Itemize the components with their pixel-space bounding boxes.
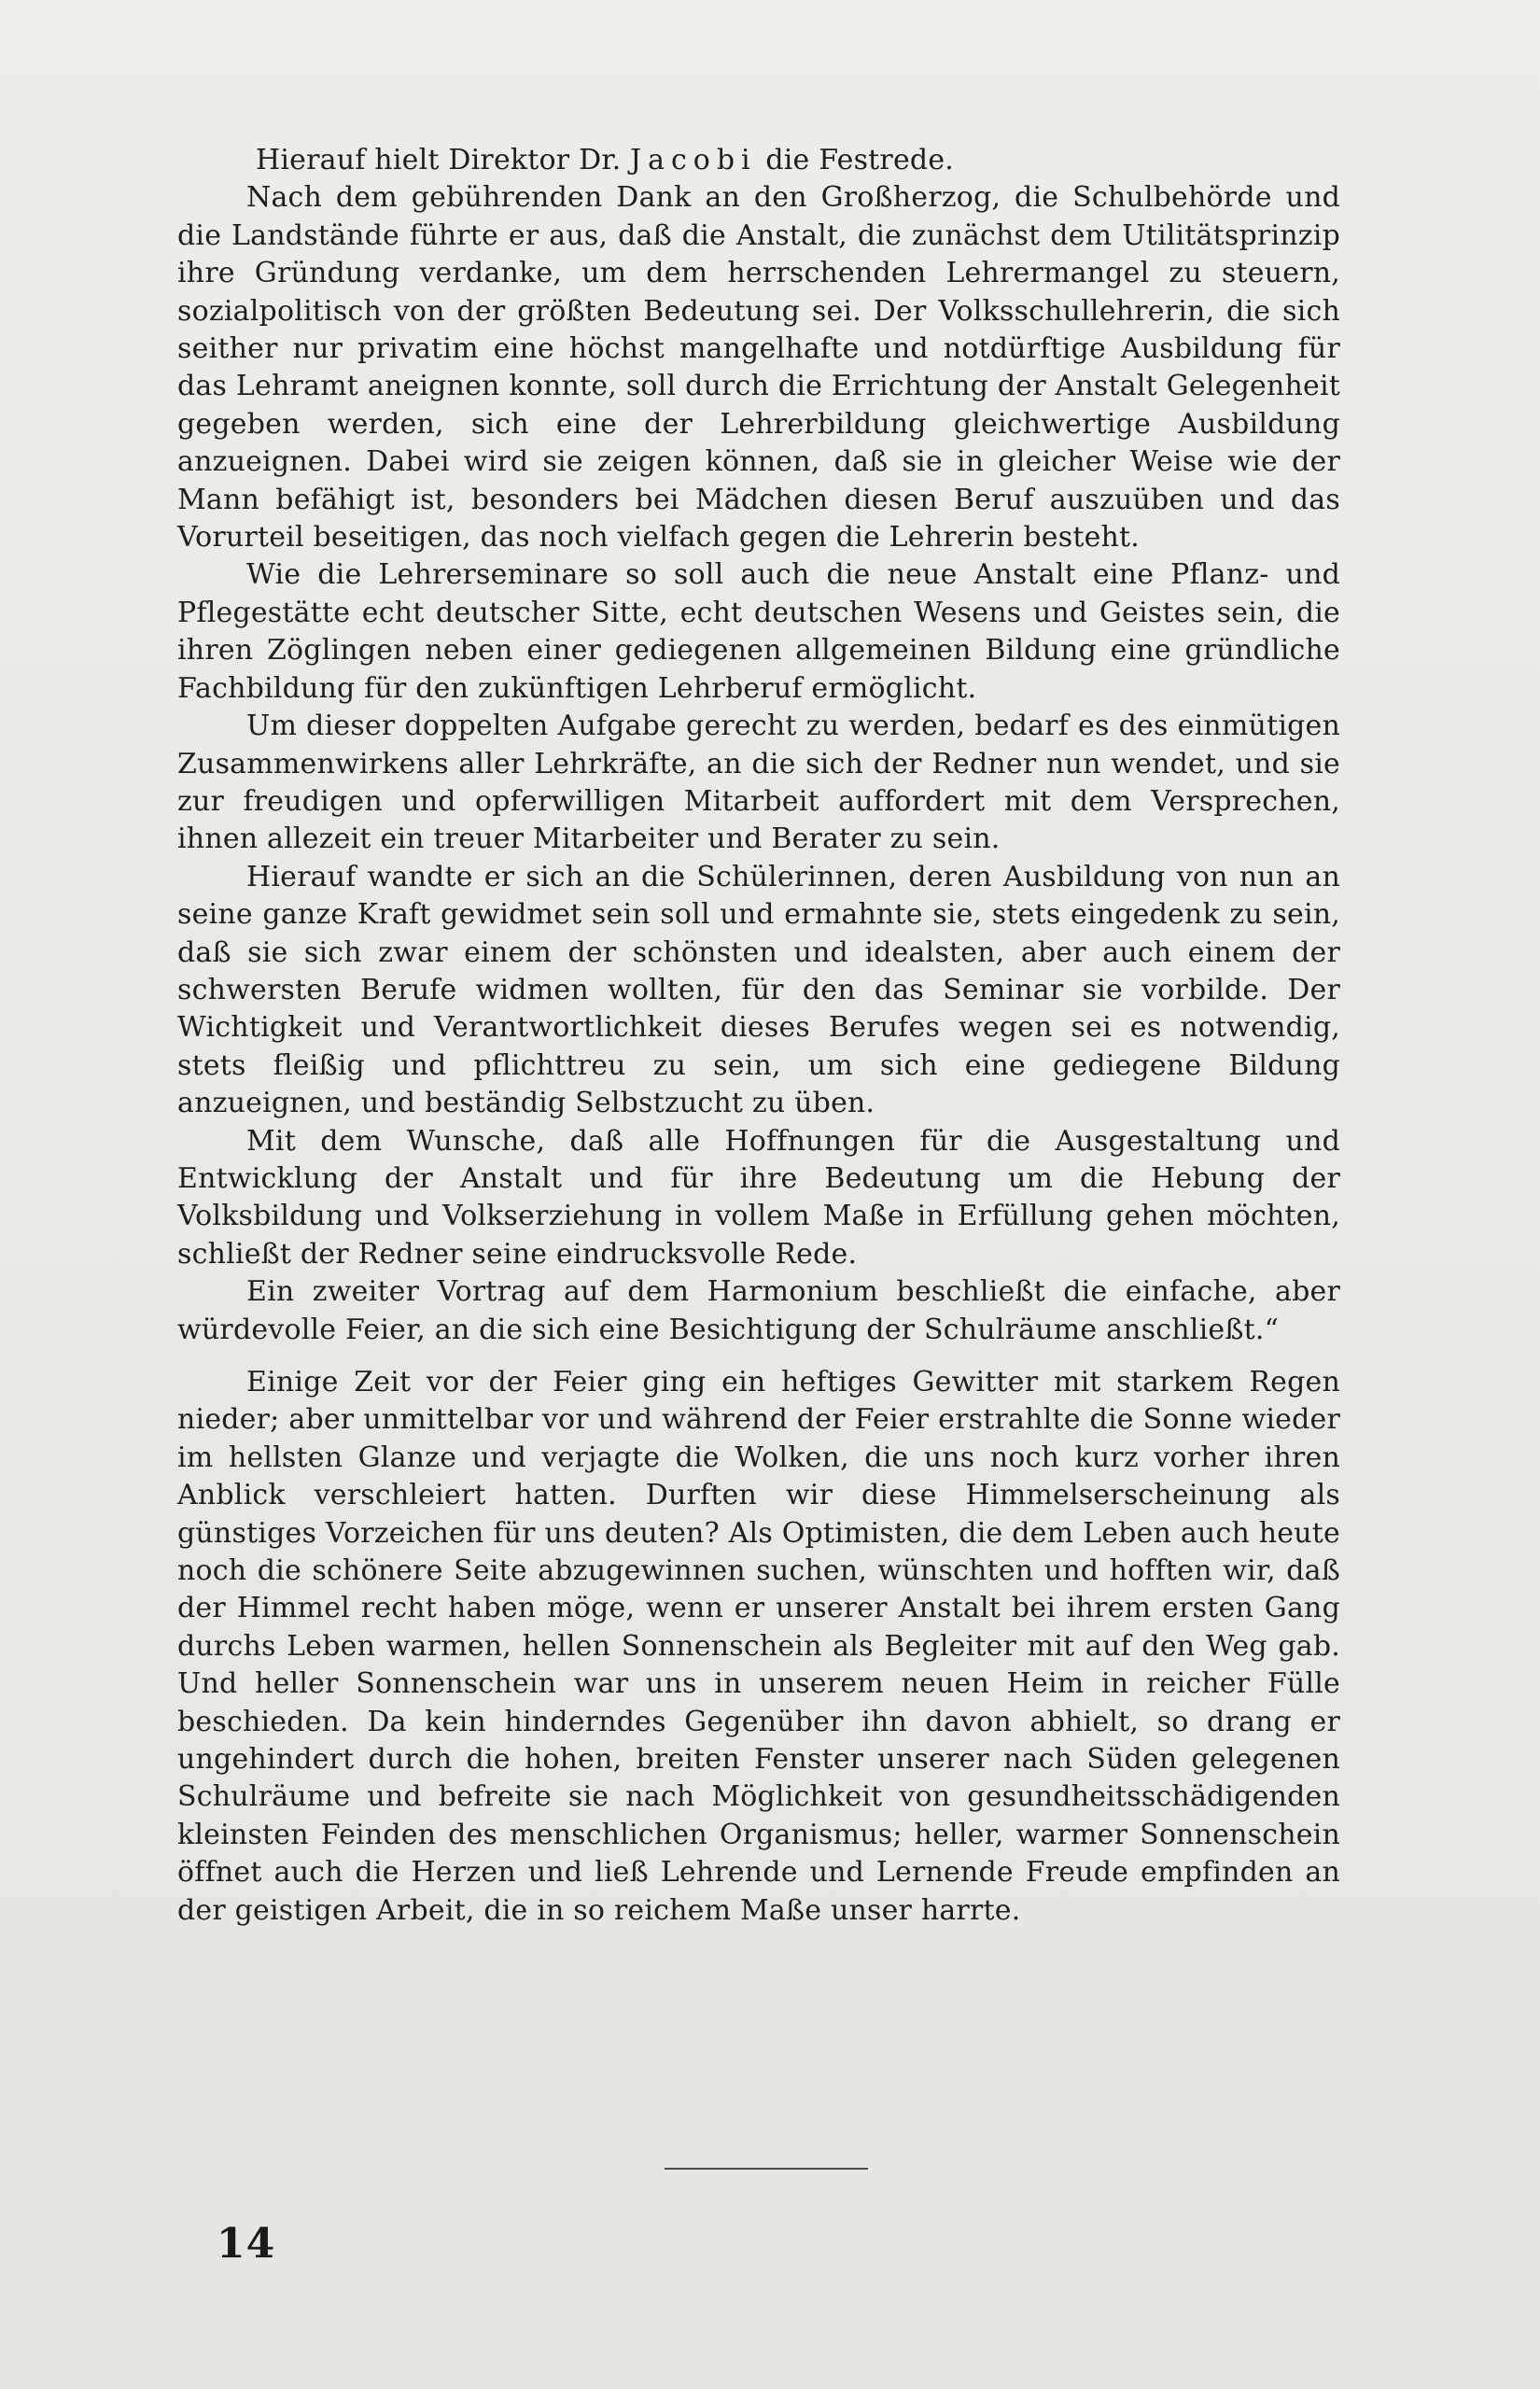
paragraph-schuelerinnen: Hierauf wandte er sich an die Schülerinnen, deren Ausbildung von nun an seine ganze Kraft gewidmet sein soll und ermahnte sie, stets eingedenk zu sein, daß sie sich zwar einem der schönsten und idealsten, aber auch einem der schwersten Berufe widmen wollten, für den das Seminar sie vorbilde. Der Wichtigkeit und Verantwortlichkeit dieses Berufes wegen sei es notwendig, stets fleißig und pflichttreu zu sein, um sich eine gediegene Bildung anzueignen, und beständig Selbstzucht zu üben. [177,860,1340,1120]
page-number: 14 [217,2220,276,2268]
section-gap [177,1349,1340,1364]
paragraph-festrede-intro [177,142,1340,179]
paragraph-aufgabe: Um dieser doppelten Aufgabe gerecht zu werden, bedarf es des einmütigen Zusammenwirkens aller Lehrkräfte, an die sich der Redner nun wendet, und sie zur freudigen und opferwilligen Mitarbeit auffordert mit dem Versprechen, ihnen allezeit ein treuer Mitarbeiter und Berater zu sein. [177,710,1340,856]
paragraph-wunsch: Mit dem Wunsche, daß alle Hoffnungen für die Ausgestaltung und Entwicklung der Anstalt und für ihre Bedeutung um die Hebung der Volksbildung und Volkserziehung in vollem Maße in Erfüllung gehen möchten, schließt der Redner seine eindrucksvolle Rede. [177,1124,1340,1271]
paragraph-gewitter: Einige Zeit vor der Feier ging ein heftiges Gewitter mit starkem Regen nieder; aber unmittelbar vor und während der Feier erstrahlte die Sonne wieder im hellsten Glanze und verjagte die Wolken, die uns noch kurz vorher ihren Anblick verschleiert hatten. Durften wir diese Himmelserscheinung als günstiges Vorzeichen für uns deuten? Als Optimisten, die dem Leben auch heute noch die schönere Seite abzugewinnen suchen, wünschten und hofften wir, daß der Himmel recht haben möge, wenn er unserer Anstalt bei ihrem ersten Gang durchs Leben warmen, hellen Sonnenschein als Begleiter mit auf den Weg gab. Und heller Sonnenschein war uns in unserem neuen Heim in reicher Fülle beschieden. Da kein hinderndes Gegenüber ihn davon abhielt, so drang er ungehindert durch die hohen, breiten Fenster unserer nach Süden gelegenen Schulräume und befreite sie nach Möglichkeit von gesundheitsschädigenden kleinsten Feinden des menschlichen Organismus; heller, warmer Sonnenschein öffnet auch die Herzen und ließ Lehrende und Lernende Freude empfinden an der geistigen Arbeit, die in so reichem Maße unser harrte. [177,1366,1340,1927]
intro-text-after: die Festrede. [756,144,955,176]
speaker-name-spaced: Jacobi [630,144,757,176]
paragraph-lehrerseminare: Wie die Lehrerseminare so soll auch die neue Anstalt eine Pflanz- und Pflegestätte echt deutscher Sitte, echt deutschen Wesens und Geistes sein, die ihren Zöglingen neben einer gediegenen allgemeinen Bildung eine gründliche Fachbildung für den zukünftigen Lehrberuf ermöglicht. [177,558,1340,705]
section-divider-rule [665,2168,868,2170]
paragraph-harmonium: Ein zweiter Vortrag auf dem Harmonium beschließt die einfache, aber würdevolle Feier, an die sich eine Besichtigung der Schulräume anschließt.“ [177,1275,1340,1346]
paragraph-dank: Nach dem gebührenden Dank an den Großherzog, die Schulbehörde und die Landstände führte er aus, daß die Anstalt, die zunächst dem Utilitätsprinzip ihre Gründung verdanke, um dem herrschenden Lehrermangel zu steuern, sozialpolitisch von der größten Bedeutung sei. Der Volksschullehrerin, die sich seither nur privatim eine höchst mangelhafte und notdürftige Ausbildung für das Lehramt aneignen konnte, soll durch die Errichtung der Anstalt Gelegenheit gegeben werden, sich eine der Lehrerbildung gleichwertige Ausbildung anzueignen. Dabei wird sie zeigen können, daß sie in gleicher Weise wie der Mann befähigt ist, besonders bei Mädchen diesen Beruf auszuüben und das Vorurteil beseitigen, das noch vielfach gegen die Lehrerin besteht. [177,181,1340,555]
text-column [177,142,1340,1930]
intro-text-before: Hierauf hielt Direktor Dr. [256,144,631,176]
